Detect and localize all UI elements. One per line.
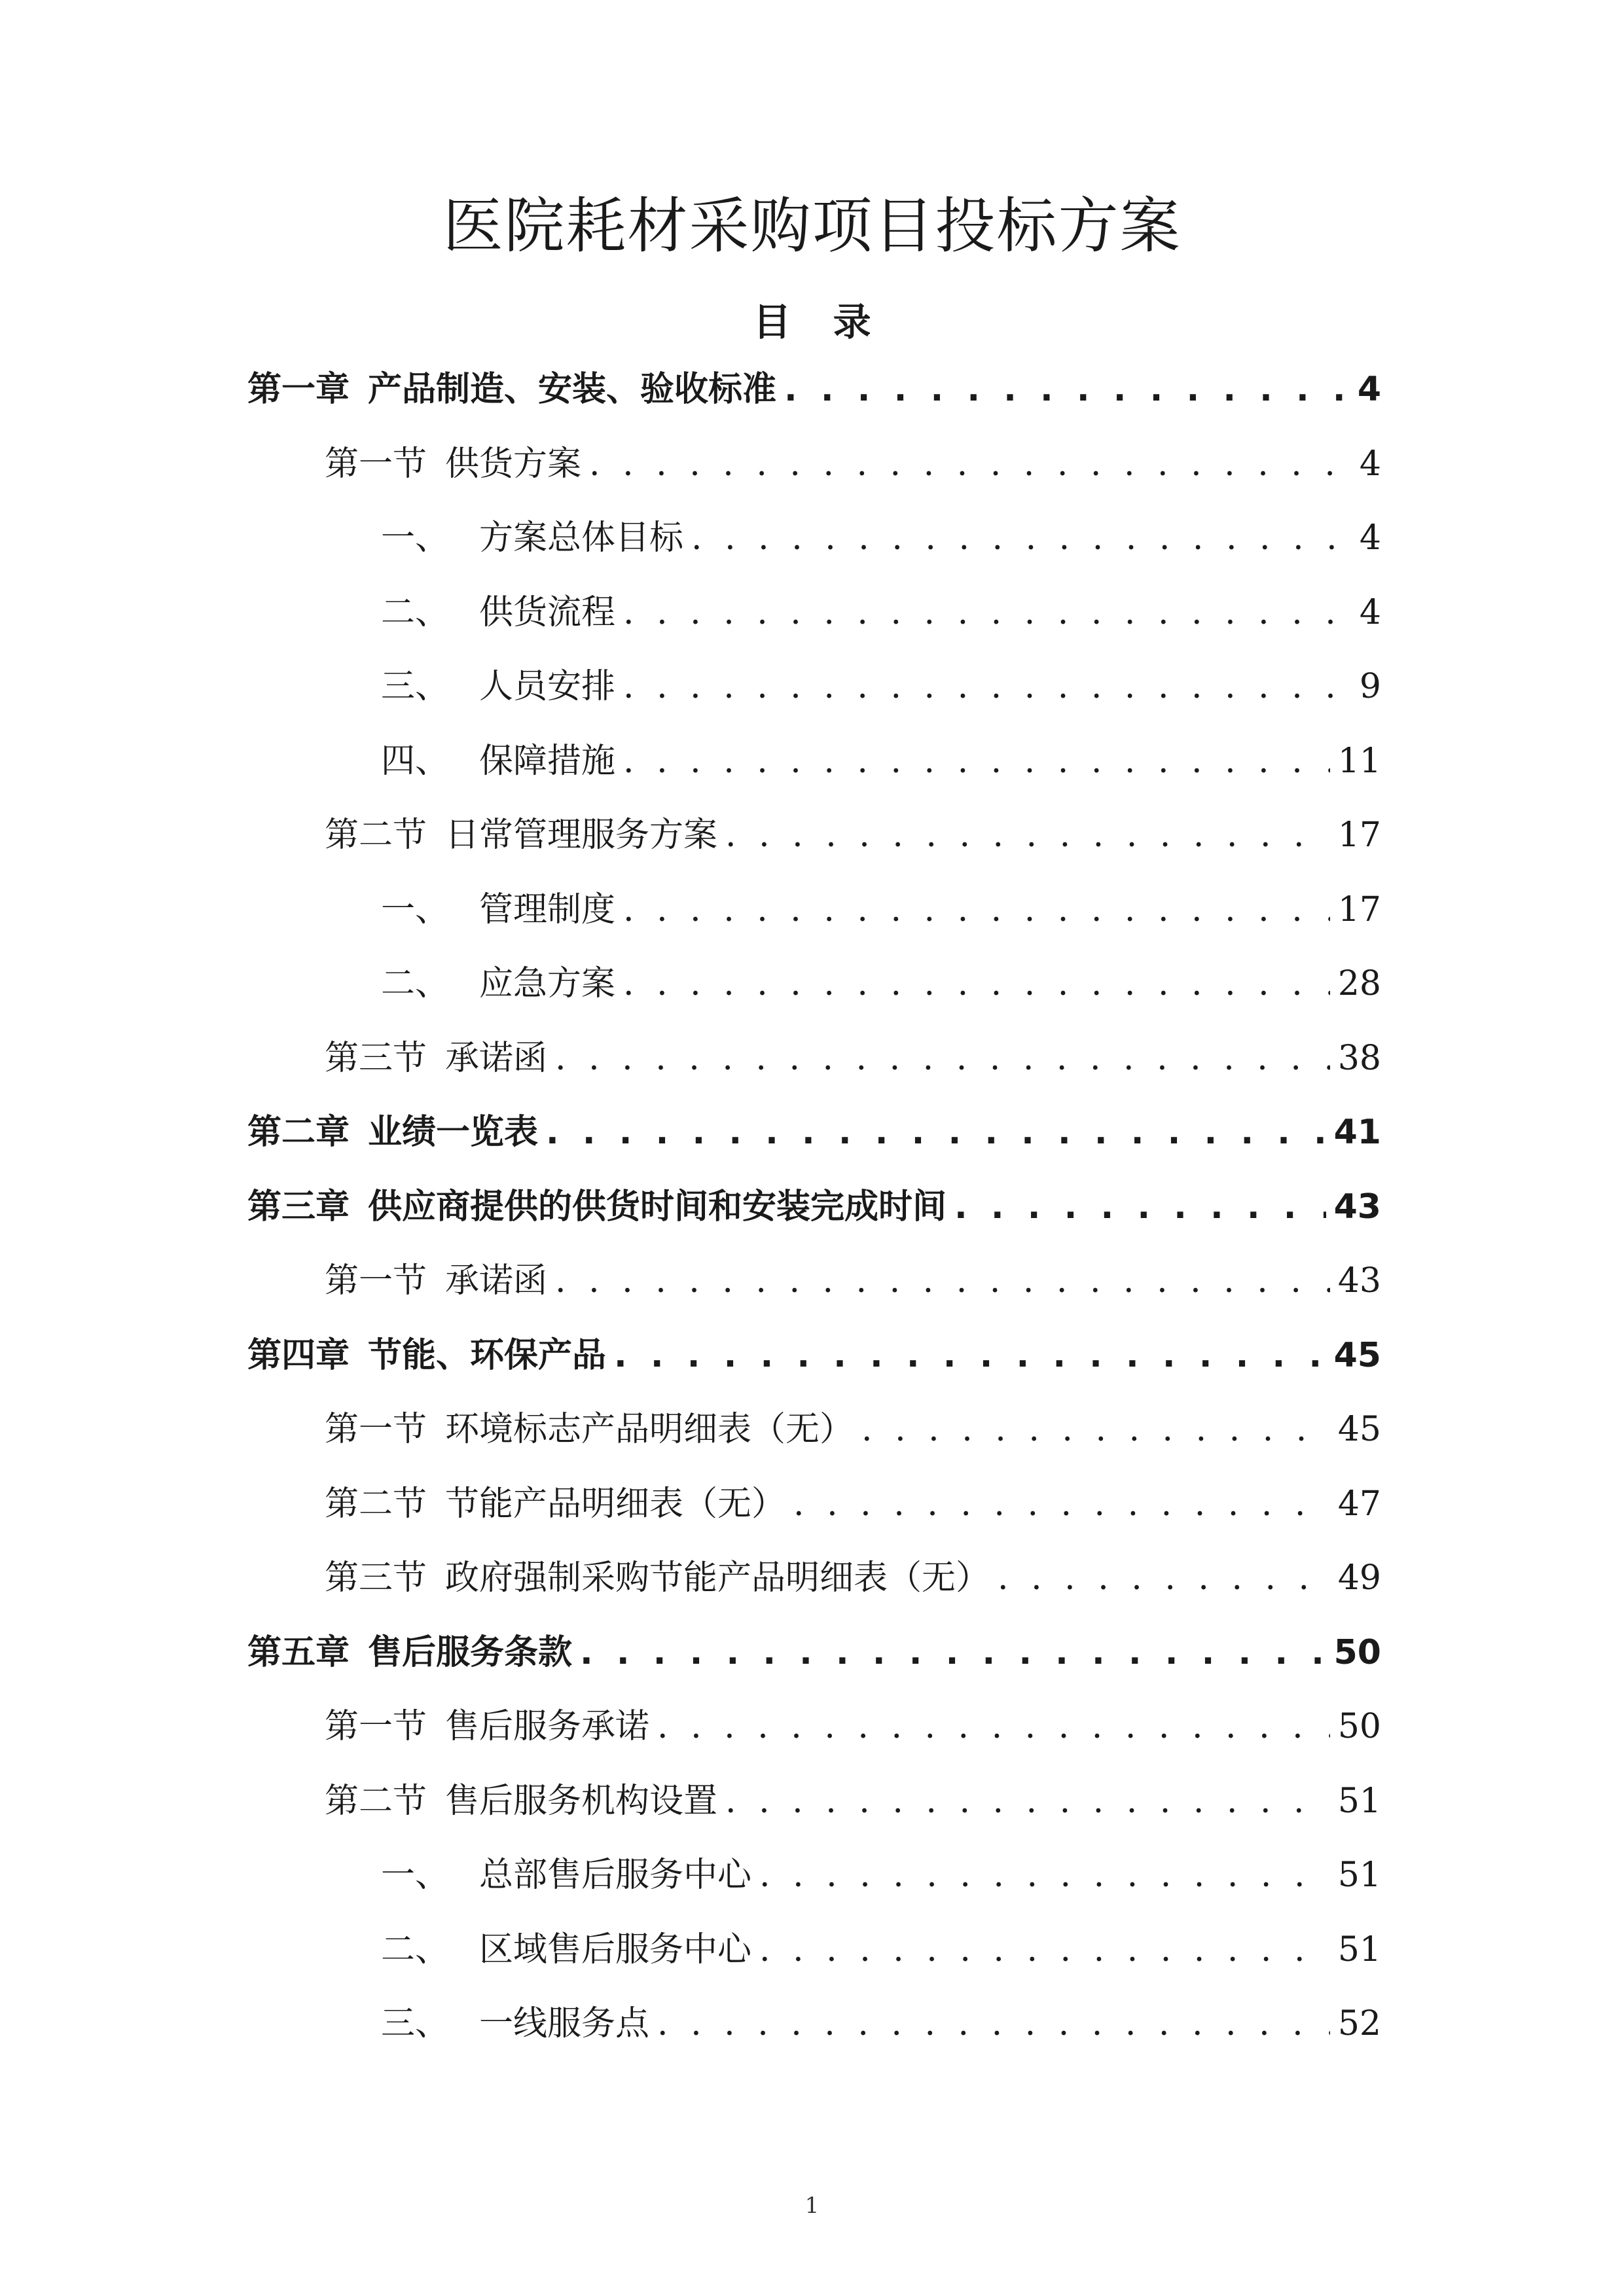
toc-dot-leader (589, 438, 1352, 490)
toc-entry-number: 二、 (381, 1929, 450, 1969)
toc-entry[interactable] (247, 1106, 1381, 1158)
toc-entry[interactable] (325, 1775, 1381, 1827)
toc-entry[interactable] (325, 1403, 1381, 1456)
toc-entry-page-number: 45 (1333, 1335, 1381, 1375)
toc-entry[interactable] (381, 1998, 1381, 2050)
toc-entry-number: 第四章 (247, 1335, 350, 1375)
toc-entry-label: 保障措施 (479, 741, 616, 781)
toc-entry-label: 总部售后服务中心 (479, 1856, 752, 1895)
toc-entry[interactable] (247, 1181, 1381, 1233)
toc-dot-leader (623, 735, 1330, 787)
toc-entry-number: 二、 (381, 964, 450, 1003)
toc-entry-label: 应急方案 (479, 964, 616, 1003)
toc-entry-number: 第二节 (325, 816, 427, 855)
toc-entry[interactable] (381, 958, 1381, 1010)
toc-entry-page-number: 51 (1337, 1856, 1381, 1895)
toc-entry-page-number: 4 (1359, 592, 1381, 632)
toc-entry-label: 售后服务承诺 (445, 1707, 650, 1746)
toc-entry-label: 日常管理服务方案 (445, 816, 718, 855)
toc-dot-leader (555, 1255, 1330, 1307)
toc-dot-leader (784, 363, 1350, 416)
toc-entry[interactable] (247, 1626, 1381, 1679)
document-title: 医院耗材采购项目投标方案 (442, 191, 1182, 261)
toc-entry[interactable] (381, 884, 1381, 936)
toc-dot-leader (623, 586, 1352, 639)
toc-entry-label: 产品制造、安装、验收标准 (368, 370, 777, 409)
toc-entry-label: 政府强制采购节能产品明细表（无） (445, 1558, 990, 1598)
toc-entry-number: 二、 (381, 592, 450, 632)
toc-entry[interactable] (381, 1849, 1381, 1901)
toc-entry[interactable] (325, 1552, 1381, 1604)
toc-entry-page-number: 47 (1337, 1484, 1381, 1524)
toc-entry[interactable] (381, 586, 1381, 639)
toc-dot-leader (614, 1329, 1326, 1382)
toc-dot-leader (555, 1032, 1330, 1085)
toc-entry-number: 第二节 (325, 1484, 427, 1524)
toc-entry-label: 节能、环保产品 (368, 1335, 607, 1375)
toc-dot-leader (623, 660, 1352, 713)
toc-dot-leader (759, 1849, 1330, 1901)
toc-entry-label: 节能产品明细表（无） (445, 1484, 786, 1524)
toc-entry-number: 第一节 (325, 1410, 427, 1449)
toc-entry-page-number: 28 (1337, 964, 1381, 1003)
toc-entry-number: 第二节 (325, 1781, 427, 1821)
toc-entry-number: 三、 (381, 667, 450, 706)
toc-entry-page-number: 4 (1359, 444, 1381, 484)
toc-entry[interactable] (325, 1032, 1381, 1085)
toc-entry-page-number: 4 (1357, 370, 1381, 409)
toc-entry-number: 一、 (381, 889, 450, 929)
toc-heading: 目 录 (753, 300, 886, 344)
toc-entry-number: 第一章 (247, 370, 350, 409)
toc-dot-leader (580, 1626, 1326, 1679)
toc-entry-label: 业绩一览表 (368, 1113, 539, 1152)
toc-entry-number: 第三章 (247, 1187, 350, 1227)
toc-dot-leader (546, 1106, 1326, 1158)
toc-entry-label: 供货流程 (479, 592, 616, 632)
toc-entry-label: 供货方案 (445, 444, 582, 484)
toc-entry-label: 售后服务机构设置 (445, 1781, 718, 1821)
toc-entry-page-number: 50 (1333, 1632, 1381, 1672)
toc-entry-page-number: 9 (1359, 667, 1381, 706)
toc-entry[interactable] (325, 1478, 1381, 1530)
toc-entry-label: 人员安排 (479, 667, 616, 706)
toc-entry-page-number: 43 (1333, 1187, 1381, 1227)
toc-entry-number: 一、 (381, 1856, 450, 1895)
toc-entry-page-number: 52 (1337, 2004, 1381, 2043)
toc-dot-leader (759, 1924, 1330, 1976)
toc-entry-page-number: 51 (1337, 1929, 1381, 1969)
toc-entry[interactable] (325, 438, 1381, 490)
toc-entry-number: 第二章 (247, 1113, 350, 1152)
toc-entry-label: 环境标志产品明细表（无） (445, 1410, 854, 1449)
toc-entry-page-number: 4 (1359, 518, 1381, 558)
toc-entry[interactable] (325, 1255, 1381, 1307)
toc-entry[interactable] (381, 512, 1381, 564)
toc-entry-number: 第三节 (325, 1038, 427, 1078)
toc-entry-page-number: 17 (1337, 816, 1381, 855)
toc-entry-label: 承诺函 (445, 1038, 548, 1078)
page-number: 1 (804, 2193, 820, 2219)
toc-dot-leader (861, 1403, 1330, 1456)
toc-entry[interactable] (381, 735, 1381, 787)
toc-dot-leader (725, 809, 1330, 861)
toc-dot-leader (725, 1775, 1330, 1827)
toc-entry-page-number: 41 (1333, 1113, 1381, 1152)
toc-entry-label: 供应商提供的供货时间和安装完成时间 (368, 1187, 947, 1227)
toc-entry-label: 售后服务条款 (368, 1632, 573, 1672)
toc-entry-number: 第一节 (325, 1261, 427, 1300)
toc-dot-leader (793, 1478, 1330, 1530)
toc-entry-page-number: 49 (1337, 1558, 1381, 1598)
toc-entry-page-number: 38 (1337, 1038, 1381, 1078)
toc-entry-label: 方案总体目标 (479, 518, 684, 558)
toc-entry[interactable] (381, 660, 1381, 713)
toc-dot-leader (623, 958, 1330, 1010)
toc-dot-leader (657, 1700, 1330, 1753)
toc-entry-page-number: 17 (1337, 889, 1381, 929)
toc-entry-label: 管理制度 (479, 889, 616, 929)
toc-dot-leader (691, 512, 1352, 564)
toc-dot-leader (657, 1998, 1330, 2050)
toc-dot-leader (623, 884, 1330, 936)
toc-entry[interactable] (325, 1700, 1381, 1753)
toc-entry[interactable] (247, 1329, 1381, 1382)
toc-entry-number: 第一节 (325, 444, 427, 484)
toc-entry-page-number: 51 (1337, 1781, 1381, 1821)
toc-entry[interactable] (381, 1924, 1381, 1976)
toc-entry-number: 第三节 (325, 1558, 427, 1598)
toc-entry-label: 区域售后服务中心 (479, 1929, 752, 1969)
toc-entry-number: 三、 (381, 2004, 450, 2043)
toc-entry-number: 第五章 (247, 1632, 350, 1672)
toc-entry-page-number: 43 (1337, 1261, 1381, 1300)
toc-entry-label: 承诺函 (445, 1261, 548, 1300)
toc-entry-page-number: 45 (1337, 1410, 1381, 1449)
toc-entry-page-number: 11 (1337, 741, 1381, 781)
toc-entry-number: 一、 (381, 518, 450, 558)
toc-dot-leader (998, 1552, 1330, 1604)
toc-dot-leader (954, 1181, 1326, 1233)
toc-entry-label: 一线服务点 (479, 2004, 650, 2043)
toc-entry-number: 第一节 (325, 1707, 427, 1746)
toc-entry-page-number: 50 (1337, 1707, 1381, 1746)
toc-entry[interactable] (325, 809, 1381, 861)
toc-entry-number: 四、 (381, 741, 450, 781)
toc-entry[interactable] (247, 363, 1381, 416)
